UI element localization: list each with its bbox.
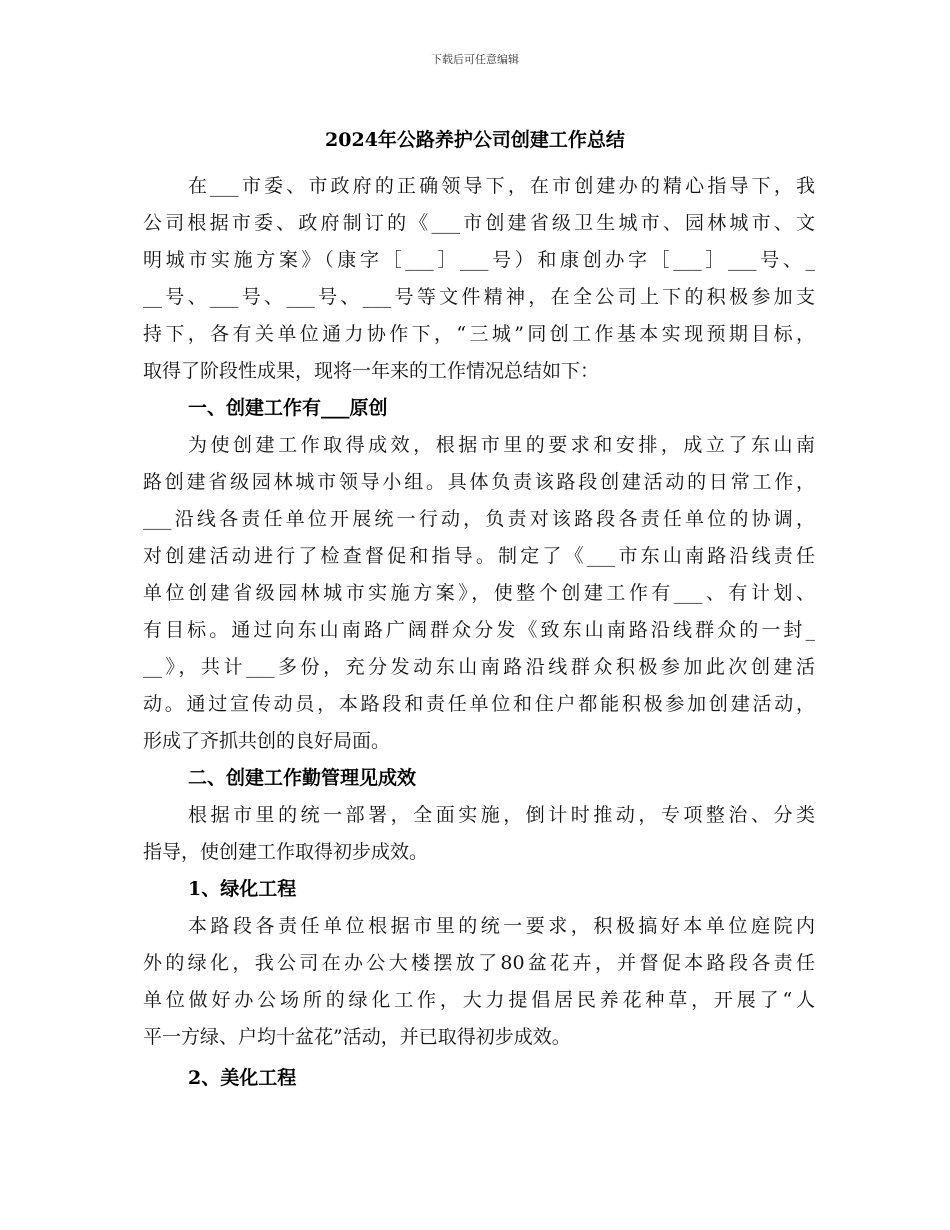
paragraph-4-line-4: 平一方绿、户均十盆花”活动，并已取得初步成效。 [143, 1026, 571, 1048]
paragraph-4-line-3: 单位做好办公场所的绿化工作，大力提倡居民养花种草，开展了“人 [143, 989, 815, 1011]
paragraph-2-line-7: __》，共计___多份，充分发动东山南路沿线群众积极参加此次创建活 [143, 656, 815, 678]
document-title: 2024年公路养护公司创建工作总结 [325, 129, 625, 151]
subsection-heading-1: 1、绿化工程 [188, 878, 297, 900]
header-note: 下载后可任意编辑 [431, 53, 519, 66]
paragraph-1-line-6: 取得了阶段性成果，现将一年来的工作情况总结如下： [143, 360, 600, 382]
paragraph-2-line-5: 单位创建省级园林城市实施方案》，使整个创建工作有___、有计划、 [143, 582, 815, 604]
paragraph-4-line-2: 外的绿化，我公司在办公大楼摆放了80盆花卉，并督促本路段各责任 [143, 952, 815, 974]
paragraph-2-line-2: 路创建省级园林城市领导小组。具体负责该路段创建活动的日常工作， [143, 471, 815, 493]
paragraph-4-line-1: 本路段各责任单位根据市里的统一要求，积极搞好本单位庭院内 [188, 915, 815, 937]
section-heading-2: 二、创建工作勤管理见成效 [188, 767, 417, 789]
section-heading-1: 一、创建工作有___原创 [188, 397, 388, 419]
paragraph-1-line-4: __号、___号、___号、___号等文件精神，在全公司上下的积极参加支 [143, 286, 815, 308]
paragraph-2-line-6: 有目标。通过向东山南路广阔群众分发《致东山南路沿线群众的一封_ [143, 619, 815, 641]
paragraph-1-line-3: 明城市实施方案》（康字［___］___号）和康创办字［___］___号、_ [143, 249, 815, 271]
paragraph-2-line-3: ___沿线各责任单位开展统一行动，负责对该路段各责任单位的协调， [143, 508, 815, 530]
paragraph-3-line-1: 根据市里的统一部署，全面实施，倒计时推动，专项整治、分类 [188, 804, 815, 826]
paragraph-1-line-1: 在___市委、市政府的正确领导下，在市创建办的精心指导下，我 [188, 175, 815, 197]
paragraph-2-line-8: 动。通过宣传动员，本路段和责任单位和住户都能积极参加创建活动， [143, 693, 815, 715]
paragraph-1-line-5: 持下，各有关单位通力协作下，“三城”同创工作基本实现预期目标， [143, 323, 815, 345]
paragraph-1-line-2: 公司根据市委、政府制订的《___市创建省级卫生城市、园林城市、文 [143, 212, 815, 234]
paragraph-3-line-2: 指导，使创建工作取得初步成效。 [143, 841, 429, 863]
paragraph-2-line-1: 为使创建工作取得成效，根据市里的要求和安排，成立了东山南 [188, 434, 815, 456]
paragraph-2-line-9: 形成了齐抓共创的良好局面。 [143, 730, 391, 752]
paragraph-2-line-4: 对创建活动进行了检查督促和指导。制定了《___市东山南路沿线责任 [143, 545, 815, 567]
subsection-heading-2: 2、美化工程 [188, 1067, 297, 1089]
